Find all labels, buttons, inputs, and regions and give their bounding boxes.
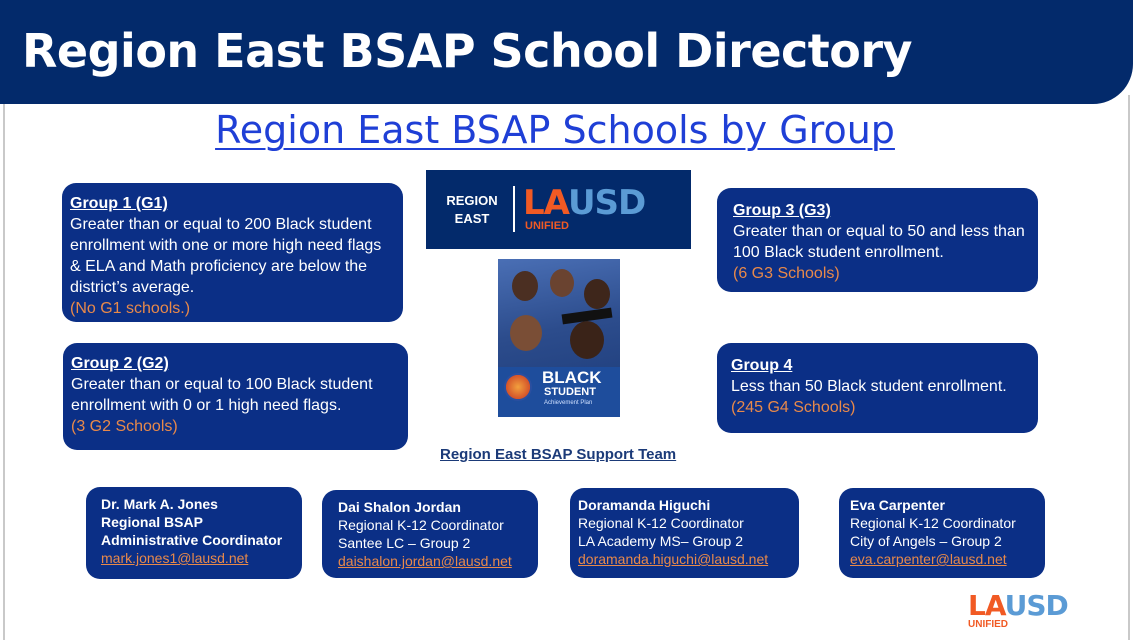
team-member-name: Eva Carpenter (850, 497, 945, 513)
page-title: Region East BSAP School Directory (22, 24, 913, 78)
team-member-name: Dr. Mark A. Jones (101, 496, 218, 512)
group-3-description: Greater than or equal to 50 and less than 100 Black student enrollment. (733, 223, 1025, 261)
footer-lausd-wordmark (968, 589, 1068, 622)
team-member-email-link[interactable]: eva.carpenter@lausd.net (850, 551, 1007, 567)
group-1-card (62, 183, 403, 322)
team-member-name: Doramanda Higuchi (578, 497, 711, 513)
team-member-assignment: City of Angels – Group 2 (850, 533, 1002, 549)
team-member-email-link[interactable]: doramanda.higuchi@lausd.net (578, 551, 769, 567)
group-4-description: Less than 50 Black student enrollment. (731, 378, 1007, 395)
team-member-card (839, 488, 1045, 578)
team-member-name: Dai Shalon Jordan (338, 499, 461, 515)
team-member-role: Regional BSAP (101, 514, 203, 530)
group-2-title: Group 2 (G2) (71, 355, 169, 372)
poster-student-face (512, 271, 538, 301)
schools-by-group-link[interactable]: Region East BSAP Schools by Group (215, 108, 895, 152)
team-member-role: Regional K-12 Coordinator (338, 517, 504, 533)
group-1-description: Greater than or equal to 200 Black student enrollment with one or more high need flags & ELA and Math proficiency are below the district’s average. (70, 216, 382, 296)
group-4-card (717, 343, 1038, 433)
group-3-title: Group 3 (G3) (733, 202, 831, 219)
region-label-line2: EAST (454, 211, 490, 226)
poster-student-face (550, 269, 574, 297)
frame-border-left (3, 104, 5, 640)
group-2-count: (3 G2 Schools) (71, 418, 178, 435)
header-banner (0, 0, 1133, 104)
lausd-unified: UNIFIED (525, 220, 569, 232)
group-3-card (717, 188, 1038, 292)
team-member-email-link[interactable]: mark.jones1@lausd.net (101, 550, 249, 566)
poster-caption: Achievement Plan (544, 400, 593, 406)
group-1-count: (No G1 schools.) (70, 300, 191, 317)
region-east-label (436, 192, 508, 228)
group-3-count: (6 G3 Schools) (733, 265, 840, 282)
lausd-usd: USD (567, 183, 646, 223)
team-member-assignment: LA Academy MS– Group 2 (578, 533, 743, 549)
poster-student-face (584, 279, 610, 309)
footer-lausd-usd: USD (1004, 589, 1068, 622)
frame-border-right (1128, 95, 1130, 640)
group-2-card (63, 343, 408, 450)
poster-graduate-face (570, 321, 604, 359)
lausd-la: LA (523, 183, 568, 223)
black-student-achievement-plan-image (498, 259, 620, 417)
team-member-card (86, 487, 302, 579)
poster-student-face (510, 315, 542, 351)
group-4-count: (245 G4 Schools) (731, 399, 856, 416)
lausd-footer-logo (968, 589, 1068, 630)
poster-subtitle: STUDENT (544, 386, 596, 398)
support-team-link[interactable]: Region East BSAP Support Team (440, 446, 677, 463)
group-4-title: Group 4 (731, 357, 793, 374)
poster-title: BLACK (542, 368, 602, 387)
group-1-title: Group 1 (G1) (70, 195, 168, 212)
team-member-role: Administrative Coordinator (101, 532, 283, 548)
footer-lausd-la: LA (968, 589, 1005, 622)
team-member-role: Regional K-12 Coordinator (850, 515, 1016, 531)
team-member-assignment: Santee LC – Group 2 (338, 535, 471, 551)
lausd-wordmark (523, 184, 645, 222)
footer-lausd-unified: UNIFIED (968, 619, 1008, 630)
logo-divider (513, 186, 515, 232)
group-2-description: Greater than or equal to 100 Black student enrollment with 0 or 1 high need flags. (71, 376, 373, 414)
team-member-card (322, 490, 538, 578)
team-member-email-link[interactable]: daishalon.jordan@lausd.net (338, 553, 512, 569)
bsap-emblem-icon (504, 373, 532, 401)
region-label-line1: REGION (446, 193, 498, 208)
team-member-role: Regional K-12 Coordinator (578, 515, 744, 531)
region-east-lausd-logo (426, 170, 691, 249)
team-member-card (570, 488, 799, 578)
